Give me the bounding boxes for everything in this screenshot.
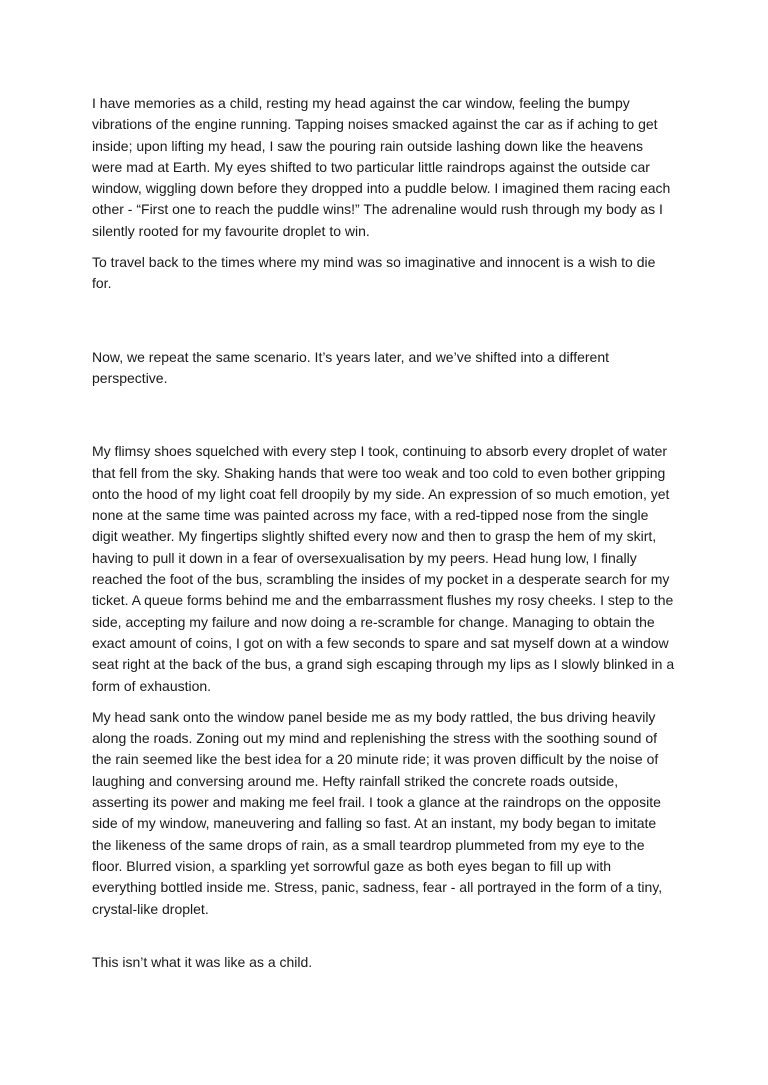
section-spacer (92, 920, 676, 952)
section-spacer (92, 295, 676, 347)
paragraph-scenario: Now, we repeat the same scenario. It’s years later, and we’ve shifted into a different perspective. (92, 348, 609, 386)
document-body (92, 93, 676, 973)
paragraph-conclusion: This isn’t what it was like as a child. (92, 953, 313, 970)
paragraph-spacer (92, 697, 676, 707)
paragraph-childhood-memory: I have memories as a child, resting my head against the car window, feeling the bumpy vibrations of the engine running. Tapping noises smacked against the car as if aching to get inside; upon lifting my head, I saw the pouring rain outside lashing down like the heavens were mad at Earth. My eyes shifted to two particular little raindrops against the outside car window, wiggling down before they dropped into a puddle below. I imagined them racing each other - “First one to reach the puddle wins!” The adrenaline would rush through my body as I silently rooted for my favourite droplet to win. (92, 95, 671, 239)
paragraph-bus-ride: My head sank onto the window panel beside me as my body rattled, the bus driving heavily along the roads. Zoning out my mind and replenishing the stress with the soothing sound of the rain seemed like the best idea for a 20 minute ride; it was proven difficult by the noise of laughing and conversing around me. Hefty rainfall striked the concrete roads outside, asserting its power and making me feel frail. I took a glance at the raindrops on the opposite side of my window, maneuvering and falling so fast. At an instant, my body began to imitate the likeness of the same drops of rain, as a small teardrop plummeted from my eye to the floor. Blurred vision, a sparkling yet sorrowful gaze as both eyes began to fill up with everything bottled inside me. Stress, panic, sadness, fear - all portrayed in the form of a tiny, crystal-like droplet. (92, 708, 663, 917)
paragraph-spacer (92, 242, 676, 252)
paragraph-wish: To travel back to the times where my mind was so imaginative and innocent is a wish to die for. (92, 254, 656, 292)
paragraph-walk-to-bus: My flimsy shoes squelched with every step I took, continuing to absorb every droplet of water that fell from the sky. Shaking hands that were too weak and too cold to even bother gripping onto the hood of my light coat fell droopily by my side. An expression of so much emotion, yet none at the same time was painted across my face, with a red-tipped nose from the single digit weather. My fingertips slightly shifted every now and then to grasp the hem of my skirt, having to pull it down in a fear of oversexualisation by my peers. Head hung low, I finally reached the foot of the bus, scrambling the insides of my pocket in a desperate search for my ticket. A queue forms behind me and the embarrassment flushes my rosy cheeks. I step to the side, accepting my failure and now doing a re-scramble for change. Managing to obtain the exact amount of coins, I got on with a few seconds to spare and sat myself down at a window seat right at the back of the bus, a grand sigh escaping through my lips as I slowly blinked in a form of exhaustion. (92, 443, 675, 694)
section-spacer (92, 389, 676, 441)
